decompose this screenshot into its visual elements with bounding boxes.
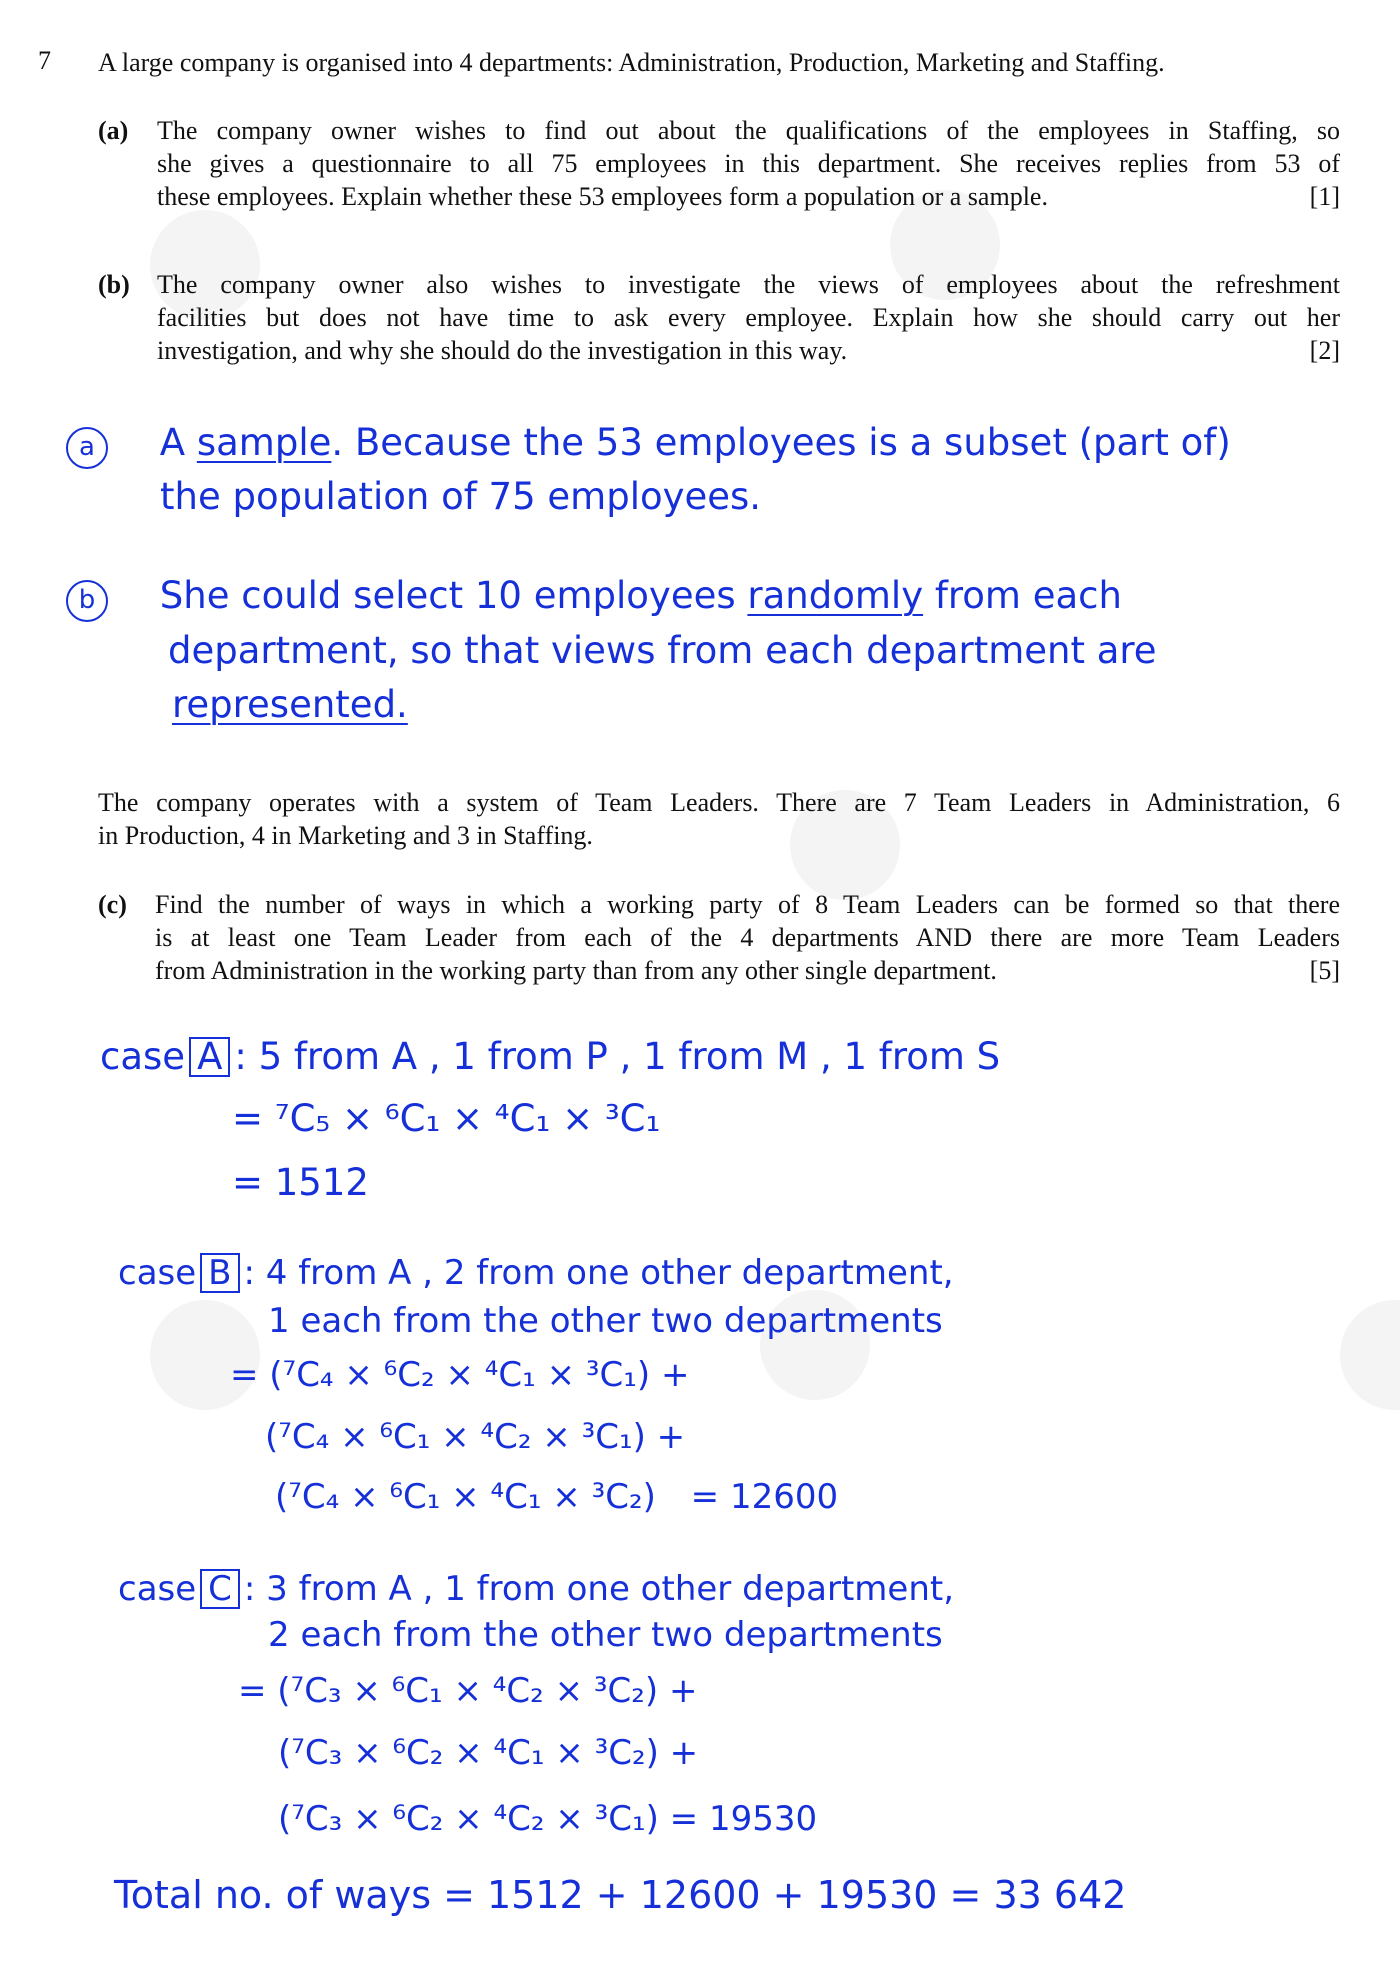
info-line: The company operates with a system of Team Leaders. There are 7 Team Leaders in Administration, 6 xyxy=(98,788,1340,817)
part-c-line: is at least one Team Leader from each of the 4 departments AND there are more Team Leaders xyxy=(155,923,1340,952)
answer-b-text: from each xyxy=(934,574,1122,617)
part-a-line-text: these employees. Explain whether these 53 employees form a population or a sample. xyxy=(157,182,1048,211)
part-b-text xyxy=(157,268,1340,367)
answer-b-underlined: randomly xyxy=(747,574,924,617)
case-b-text: (⁷C₄ × ⁶C₁ × ⁴C₁ × ³C₂) xyxy=(275,1477,656,1517)
case-b-line2: 1 each from the other two departments xyxy=(268,1301,943,1341)
question-number: 7 xyxy=(38,46,51,75)
case-c-box: C xyxy=(200,1569,240,1609)
answer-b-line1 xyxy=(66,573,1122,622)
case-c-line4: (⁷C₃ × ⁶C₂ × ⁴C₁ × ³C₂) + xyxy=(278,1733,699,1773)
answer-a-underlined: sample xyxy=(196,421,332,464)
watermark-logo xyxy=(1340,1300,1400,1410)
answer-b-line3: represented. xyxy=(172,683,408,726)
part-b-line: facilities but does not have time to ask every employee. Explain how she should carry out her xyxy=(157,303,1340,332)
answer-a-text: . Because the 53 employees is a subset (part of) xyxy=(331,421,1231,464)
answer-b-text: She could select 10 employees xyxy=(159,574,736,617)
case-a-text: : 5 from A , 1 from P , 1 from M , 1 from S xyxy=(234,1035,1001,1078)
case-b-line5 xyxy=(275,1474,838,1520)
part-c-label: (c) xyxy=(98,890,127,919)
part-b-line xyxy=(157,334,1340,367)
part-a-marks: [1] xyxy=(1309,182,1340,211)
case-c-line2: 2 each from the other two departments xyxy=(268,1615,943,1655)
case-b-line1 xyxy=(118,1250,954,1296)
answer-a-marker: a xyxy=(66,427,108,469)
case-word: case xyxy=(118,1569,197,1609)
part-c-line xyxy=(155,954,1340,987)
case-b-line3: = (⁷C₄ × ⁶C₂ × ⁴C₁ × ³C₁) + xyxy=(230,1355,690,1395)
case-b-result: = 12600 xyxy=(690,1477,839,1517)
total-line: Total no. of ways = 1512 + 12600 + 19530 = 33 642 xyxy=(114,1873,1127,1917)
part-a-line xyxy=(157,180,1340,213)
answer-a-line2: the population of 75 employees. xyxy=(160,475,762,518)
part-a-text xyxy=(157,114,1340,213)
part-b-line-text: investigation, and why she should do the investigation in this way. xyxy=(157,336,848,365)
part-a-line: The company owner wishes to find out about the qualifications of the employees in Staffing, so xyxy=(157,116,1340,145)
answer-b-marker: b xyxy=(66,580,108,622)
part-c-line-text: from Administration in the working party than from any other single department. xyxy=(155,956,997,985)
case-word: case xyxy=(118,1253,197,1293)
part-b-line: The company owner also wishes to investigate the views of employees about the refreshment xyxy=(157,270,1340,299)
part-c-text xyxy=(155,888,1340,987)
part-c-marks: [5] xyxy=(1309,956,1340,985)
case-c-line5: (⁷C₃ × ⁶C₂ × ⁴C₂ × ³C₁) = 19530 xyxy=(278,1799,818,1839)
case-b-line4: (⁷C₄ × ⁶C₁ × ⁴C₂ × ³C₁) + xyxy=(265,1417,686,1457)
part-a-label: (a) xyxy=(98,116,129,145)
answer-a-word: A xyxy=(159,421,186,464)
answer-b-line2: department, so that views from each department are xyxy=(168,629,1157,672)
case-a-line2: = ⁷C₅ × ⁶C₁ × ⁴C₁ × ³C₁ xyxy=(232,1097,661,1140)
case-c-line3: = (⁷C₃ × ⁶C₁ × ⁴C₂ × ³C₂) + xyxy=(238,1671,698,1711)
info-line: in Production, 4 in Marketing and 3 in Staffing. xyxy=(98,821,593,850)
case-a-line3: = 1512 xyxy=(232,1161,369,1204)
case-c-text: : 3 from A , 1 from one other department, xyxy=(243,1569,955,1609)
question-stem: A large company is organised into 4 departments: Administration, Production, Marketing and Staffing. xyxy=(98,48,1165,77)
answer-a-line1 xyxy=(66,420,1231,469)
part-b-label: (b) xyxy=(98,270,130,299)
part-a-line: she gives a questionnaire to all 75 employees in this department. She receives replies from 53 of xyxy=(157,149,1340,178)
case-b-text: : 4 from A , 2 from one other department, xyxy=(243,1253,954,1293)
part-b-marks: [2] xyxy=(1309,336,1340,365)
part-c-line: Find the number of ways in which a working party of 8 Team Leaders can be formed so that there xyxy=(155,890,1340,919)
case-word: case xyxy=(100,1035,186,1078)
case-c-line1 xyxy=(118,1566,954,1612)
case-a-box: A xyxy=(189,1037,230,1077)
case-b-box: B xyxy=(200,1253,239,1293)
info-text xyxy=(98,786,1340,852)
case-a-line1 xyxy=(100,1034,1000,1080)
